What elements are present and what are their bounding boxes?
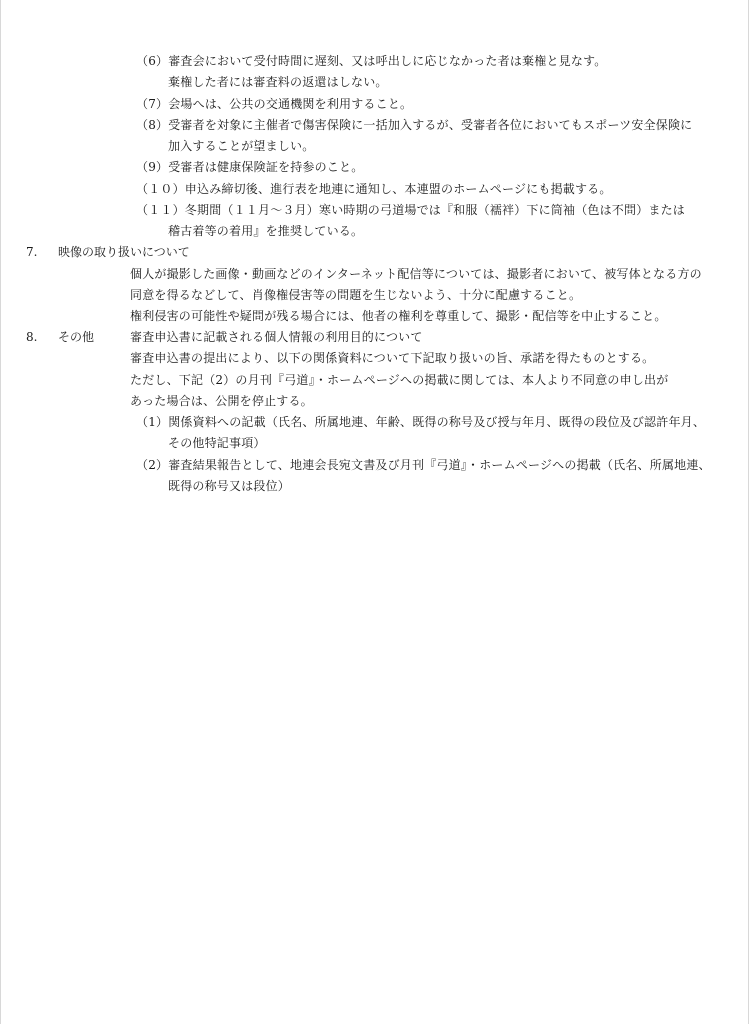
item-6-line-2: 棄権した者には審査料の返還はしない。 [168, 75, 388, 89]
section-8-line-3: あった場合は、公開を停止する。 [130, 394, 313, 408]
section-8-number: 8. [26, 330, 38, 344]
section-7-number: 7. [26, 245, 38, 259]
section-8-heading: 審査申込書に記載される個人情報の利用目的について [130, 330, 423, 344]
section-8-item-2-line-2: 既得の称号又は段位） [168, 479, 291, 493]
section-7-title: 映像の取り扱いについて [58, 245, 190, 259]
page-left-edge [0, 0, 1, 1024]
section-8-title: その他 [58, 330, 95, 344]
item-6-line-1: （6）審査会において受付時間に遅刻、又は呼出しに応じなかった者は棄権と見なす。 [136, 54, 607, 68]
item-8-line-1: （8）受審者を対象に主催者で傷害保険に一括加入するが、受審者各位においてもスポーツ安全保険に [136, 118, 693, 132]
item-11-line-2: 稽古着等の着用』を推奨している。 [168, 224, 364, 238]
item-7-line-1: （7）会場へは、公共の交通機関を利用すること。 [136, 97, 413, 111]
item-11-line-1: （１１）冬期間（１１月～３月）寒い時期の弓道場では『和服（襦袢）下に筒袖（色は不問）または [136, 203, 686, 217]
section-7-line-3: 権利侵害の可能性や疑問が残る場合には、他者の権利を尊重して、撮影・配信等を中止すること。 [130, 309, 667, 323]
section-8-line-2: ただし、下記（2）の月刊『弓道』・ホームページへの掲載に関しては、本人より不同意の申し出が [130, 373, 669, 387]
item-8-line-2: 加入することが望ましい。 [168, 139, 315, 153]
item-10-line-1: （１０）申込み締切後、進行表を地連に通知し、本連盟のホームページにも掲載する。 [136, 182, 612, 196]
section-8-item-2-line-1: （2）審査結果報告として、地連会長宛文書及び月刊『弓道』・ホームページへの掲載（氏名、所属地連、 [136, 458, 711, 472]
item-9-line-1: （9）受審者は健康保険証を持参のこと。 [136, 160, 364, 174]
section-8-line-1: 審査申込書の提出により、以下の関係資料について下記取り扱いの旨、承諾を得たものとする。 [130, 351, 655, 365]
section-8-item-1-line-2: その他特記事項） [168, 436, 266, 450]
section-8-item-1-line-1: （1）関係資料への記載（氏名、所属地連、年齢、既得の称号及び授与年月、既得の段位及び認許年月、 [136, 415, 706, 429]
section-7-line-2: 同意を得るなどして、肖像権侵害等の問題を生じないよう、十分に配慮すること。 [130, 288, 582, 302]
section-7-line-1: 個人が撮影した画像・動画などのインターネット配信等については、撮影者において、被写体となる方の [130, 267, 702, 281]
